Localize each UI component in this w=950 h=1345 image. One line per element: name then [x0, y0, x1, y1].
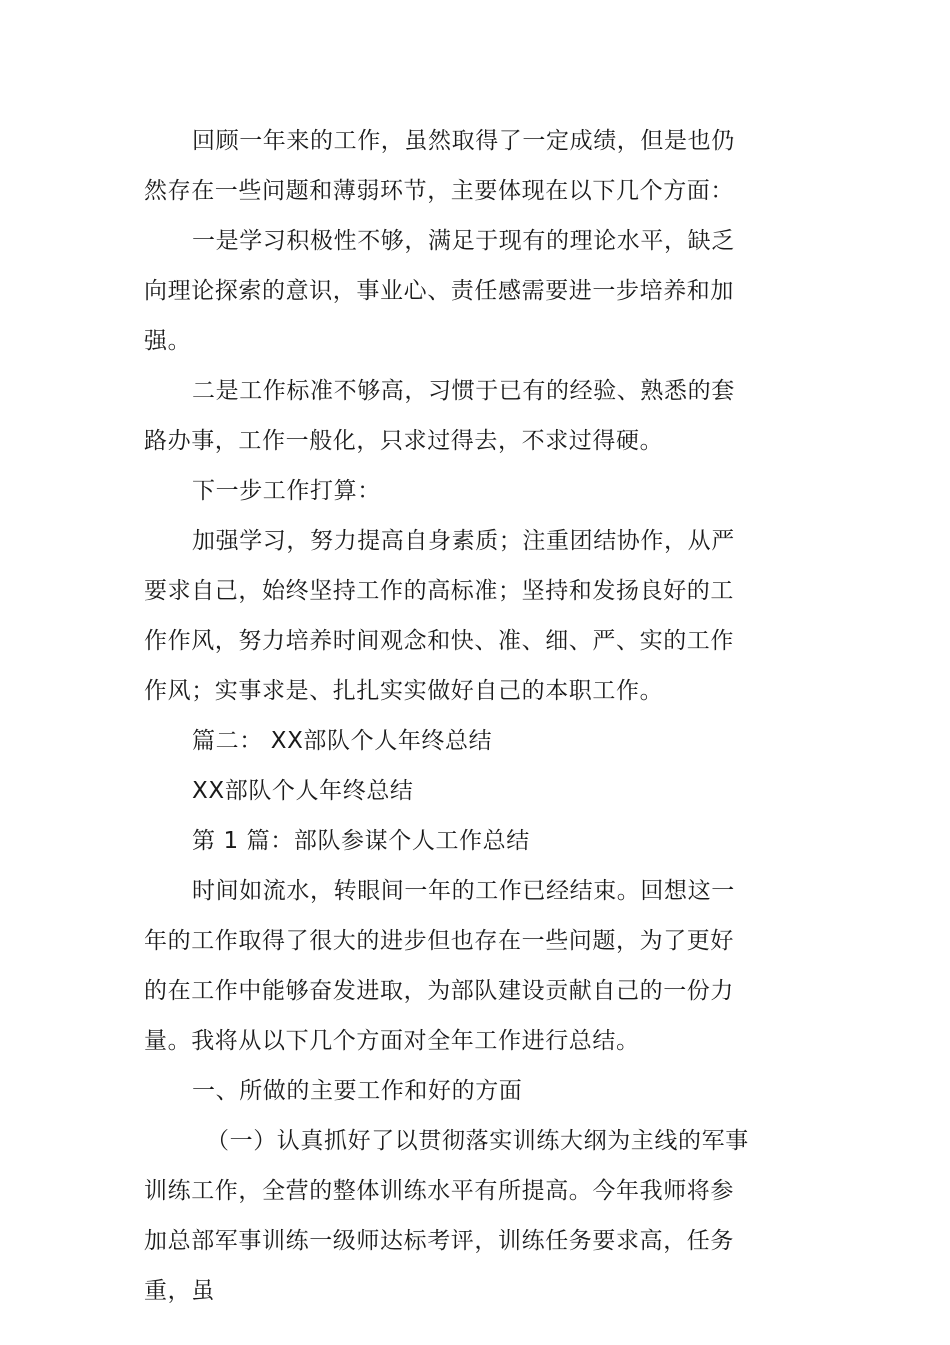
- paragraph-issue-one: 一是学习积极性不够，满足于现有的理论水平，缺乏向理论探索的意识，事业心、责任感需要进一步培养和加强。: [144, 228, 735, 354]
- paragraph-issue-two: 二是工作标准不够高，习惯于已有的经验、熟悉的套路办事，工作一般化，只求过得去，不求过得硬。: [144, 378, 735, 454]
- paragraph-review-intro: 回顾一年来的工作，虽然取得了一定成绩，但是也仍然存在一些问题和薄弱环节，主要体现在以下几个方面：: [144, 128, 735, 204]
- paragraph-article-one-title: 第 1 篇：部队参谋个人工作总结: [192, 828, 530, 854]
- document-body: [144, 116, 754, 1316]
- paragraph-next-plan-body: 加强学习，努力提高自身素质；注重团结协作，从严要求自己，始终坚持工作的高标准；坚持和发扬良好的工作作风，努力培养时间观念和快、准、细、严、实的工作作风；实事求是、扎扎实实做好自己的本职工作。: [144, 528, 735, 704]
- paragraph-summary-title: XX部队个人年终总结: [192, 778, 414, 804]
- paragraph-part-two-title: 篇二： XX部队个人年终总结: [192, 728, 493, 754]
- paragraph-section-one-heading: 一、所做的主要工作和好的方面: [192, 1078, 523, 1104]
- paragraph-next-plan-heading: 下一步工作打算：: [192, 478, 381, 504]
- paragraph-subsection-one: （一）认真抓好了以贯彻落实训练大纲为主线的军事训练工作，全营的整体训练水平有所提高。今年我师将参加总部军事训练一级师达标考评，训练任务要求高，任务重，虽: [144, 1128, 749, 1304]
- paragraph-year-review: 时间如流水，转眼间一年的工作已经结束。回想这一年的工作取得了很大的进步但也存在一些问题，为了更好的在工作中能够奋发进取，为部队建设贡献自己的一份力量。我将从以下几个方面对全年工作进行总结。: [144, 878, 735, 1054]
